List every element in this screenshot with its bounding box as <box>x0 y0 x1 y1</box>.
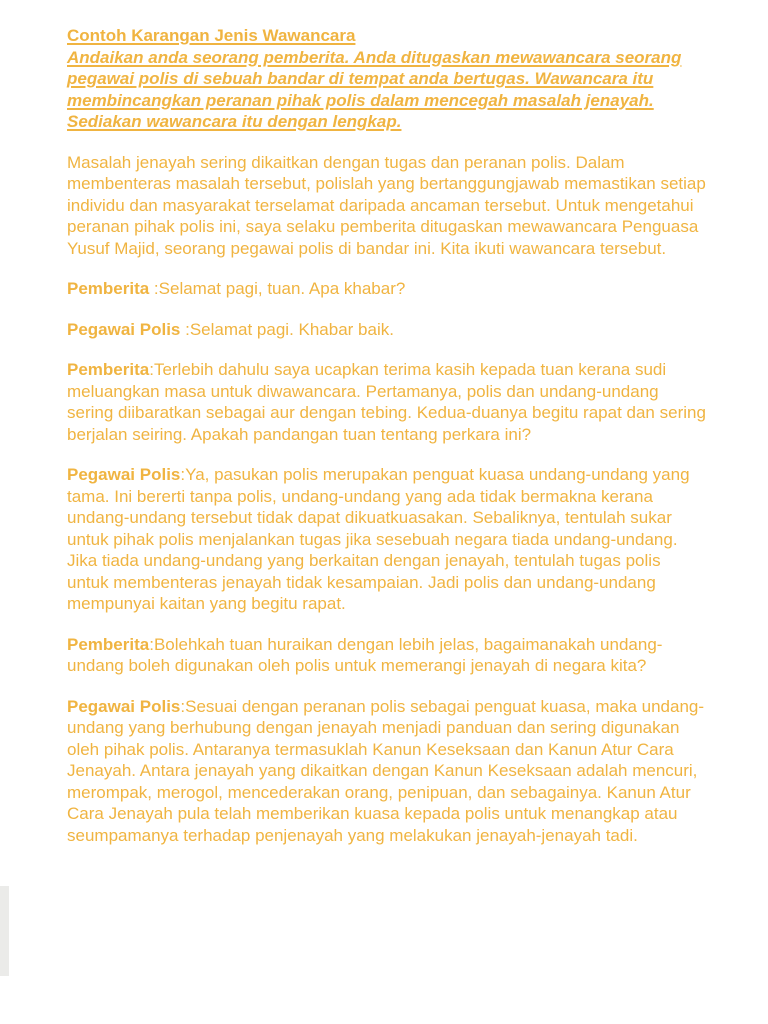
dialogue-text: Ya, pasukan polis merupakan penguat kuasa undang-undang yang tama. Ini bererti tanpa polis, undang-undang yang ada tidak bermakna kerana undang-undang tersebut tidak dapat dikuatkuasakan. Sebaliknya, tentulah sukar untuk pihak polis menjalankan tugas jika sesebuah negara tiada undang-undang. Jika tiada undang-undang yang berkaitan dengan jenayah, tentulah tugas polis untuk membenteras jenayah tidak kesampaian. Jadi polis dan undang-undang mempunyai kaitan yang begitu rapat. <box>67 465 690 613</box>
page-edge-shadow <box>0 886 9 976</box>
dialogue-line <box>67 278 706 300</box>
speaker-separator: : <box>149 279 159 298</box>
dialogue-line <box>67 634 706 677</box>
speaker-separator: : <box>180 696 186 716</box>
speaker-label: Pegawai Polis <box>67 465 181 484</box>
dialogue-line <box>67 464 706 615</box>
speaker-label: Pemberita <box>67 634 150 654</box>
dialogue-line <box>67 359 706 445</box>
dialogue-text: Selamat pagi. Khabar baik. <box>189 319 394 339</box>
speaker-label: Pegawai Polis <box>67 696 181 716</box>
dialogue-line <box>67 319 706 341</box>
essay-prompt: Andaikan anda seorang pemberita. Anda ditugaskan mewawancara seorang pegawai polis di sebuah bandar di tempat anda bertugas. Wawancara itu membincangkan peranan pihak polis dalam mencegah masalah jenayah. Sediakan wawancara itu dengan lengkap. <box>67 47 682 131</box>
dialogue-text: Selamat pagi, tuan. Apa khabar? <box>158 279 406 298</box>
dialogue-line <box>67 696 706 847</box>
speaker-label: Pemberita <box>67 360 150 379</box>
speaker-separator: : <box>149 360 154 379</box>
speaker-separator: : <box>180 465 186 484</box>
dialogue-text: Bolehkah tuan huraikan dengan lebih jelas, bagaimanakah undang-undang boleh digunakan oleh polis untuk memerangi jenayah di negara kita? <box>67 634 663 675</box>
speaker-separator: : <box>180 319 190 339</box>
speaker-label: Pemberita <box>67 279 150 298</box>
speaker-separator: : <box>149 634 154 654</box>
page-title: Contoh Karangan Jenis Wawancara <box>67 26 356 45</box>
dialogue-text: Sesuai dengan peranan polis sebagai penguat kuasa, maka undang-undang yang berhubung dengan jenayah menjadi panduan dan sering digunakan oleh pihak polis. Antaranya termasuklah Kanun Keseksaan dan Kanun Atur Cara Jenayah. Antara jenayah yang dikaitkan dengan Kanun Keseksaan adalah mencuri, merompak, merogol, mencederakan orang, penipuan, dan sebagainya. Kanun Atur Cara Jenayah pula telah memberikan kuasa kepada polis untuk menangkap atau seumpamanya terhadap penjenayah yang melakukan jenayah-jenayah tadi. <box>67 696 705 845</box>
intro-paragraph: Masalah jenayah sering dikaitkan dengan tugas dan peranan polis. Dalam membenteras masalah tersebut, polislah yang bertanggungjawab memastikan setiap individu dan masyarakat terselamat daripada ancaman tersebut. Untuk mengetahui peranan pihak polis ini, saya selaku pemberita ditugaskan mewawancara Penguasa Yusuf Majid, seorang pegawai polis di bandar ini. Kita ikuti wawancara tersebut. <box>67 152 706 258</box>
dialogue-text: Terlebih dahulu saya ucapkan terima kasih kepada tuan kerana sudi meluangkan masa untuk diwawancara. Pertamanya, polis dan undang-undang sering diibaratkan sebagai aur dengan tebing. Kedua-duanya begitu rapat dan sering berjalan seiring. Apakah pandangan tuan tentang perkara ini? <box>67 360 706 444</box>
speaker-label: Pegawai Polis <box>67 319 181 339</box>
